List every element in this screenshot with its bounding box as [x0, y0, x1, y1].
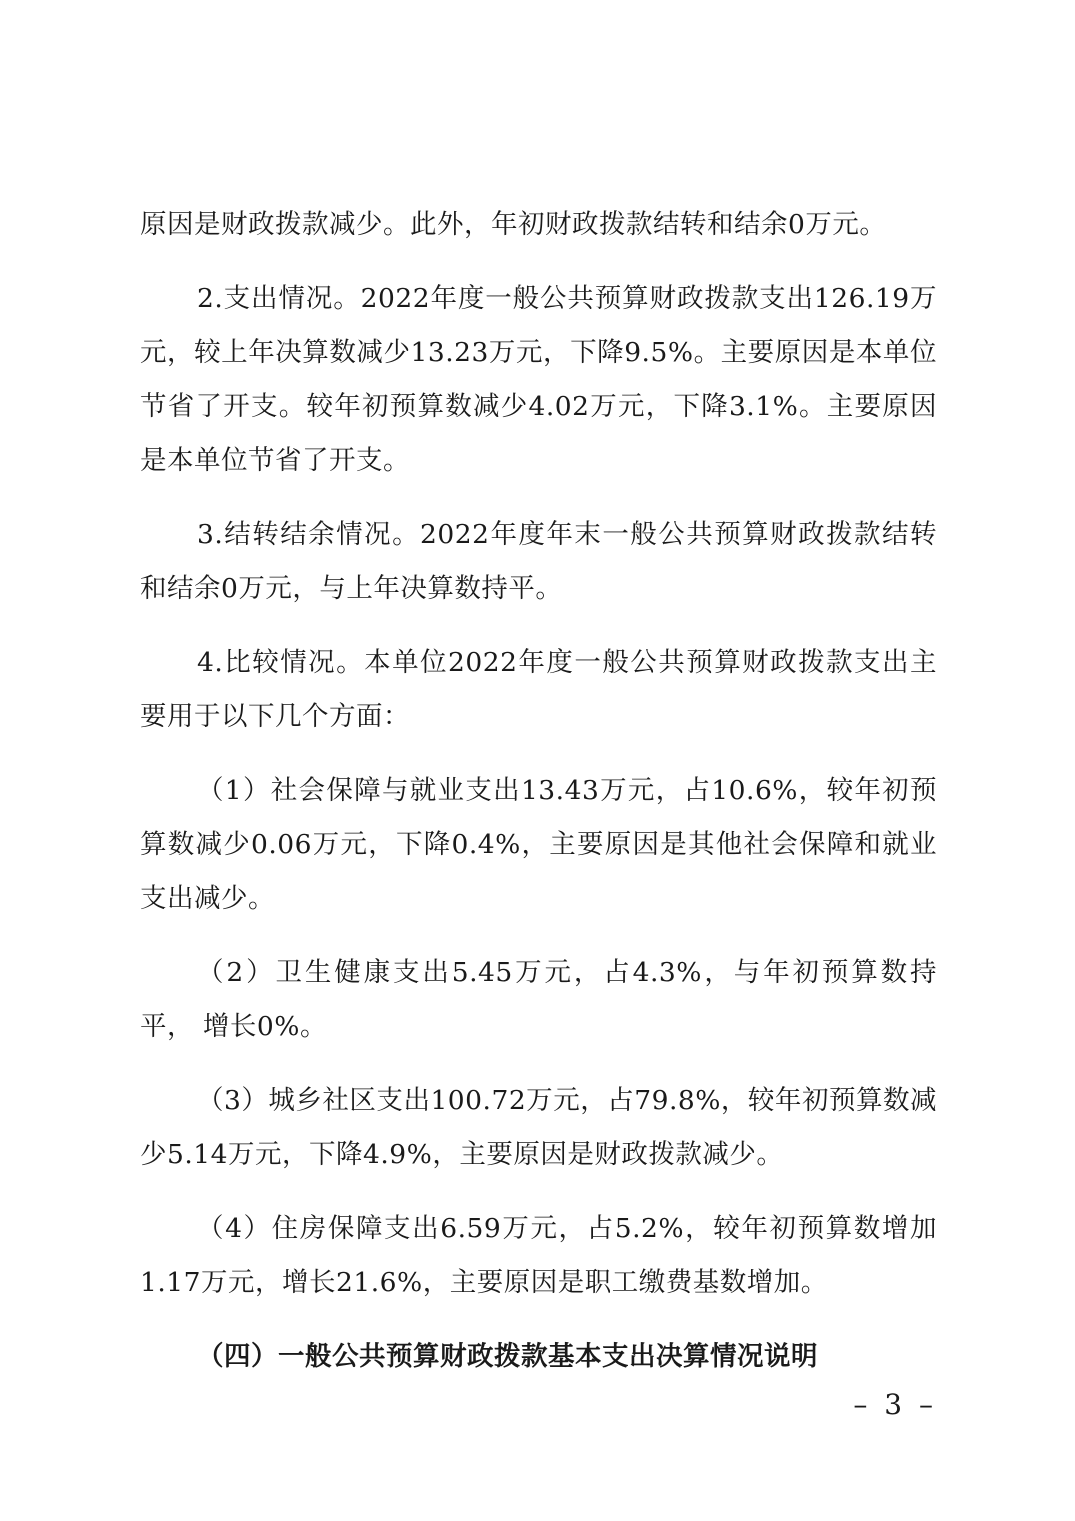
page-number: – 3 – [853, 1388, 937, 1421]
paragraph-comparison: 4.比较情况。本单位2022年度一般公共预算财政拨款支出主要用于以下几个方面： [140, 647, 937, 732]
paragraph-housing: （4）住房保障支出6.59万元，占5.2%，较年初预算数增加1.17万元，增长21.6%，主要原因是职工缴费基数增加。 [140, 1213, 937, 1298]
paragraph-social-security: （1）社会保障与就业支出13.43万元，占10.6%，较年初预算数减少0.06万元，下降0.4%，主要原因是其他社会保障和就业支出减少。 [140, 775, 937, 914]
paragraph-expenditure: 2.支出情况。2022年度一般公共预算财政拨款支出126.19万元，较上年决算数减少13.23万元，下降9.5%。主要原因是本单位节省了开支。较年初预算数减少4.02万元，下降3.1%。主要原因是本单位节省了开支。 [140, 283, 937, 476]
body-text [140, 198, 937, 1384]
paragraph-health: （2）卫生健康支出5.45万元，占4.3%，与年初预算数持平， 增长0%。 [140, 957, 937, 1042]
paragraph-carryover: 3.结转结余情况。2022年度年末一般公共预算财政拨款结转和结余0万元，与上年决算数持平。 [140, 519, 937, 604]
paragraph-funding-reason: 原因是财政拨款减少。此外，年初财政拨款结转和结余0万元。 [140, 209, 887, 240]
paragraph-urban-rural: （3）城乡社区支出100.72万元，占79.8%，较年初预算数减少5.14万元，下降4.9%，主要原因是财政拨款减少。 [140, 1085, 937, 1170]
section-heading: （四）一般公共预算财政拨款基本支出决算情况说明 [197, 1341, 818, 1372]
